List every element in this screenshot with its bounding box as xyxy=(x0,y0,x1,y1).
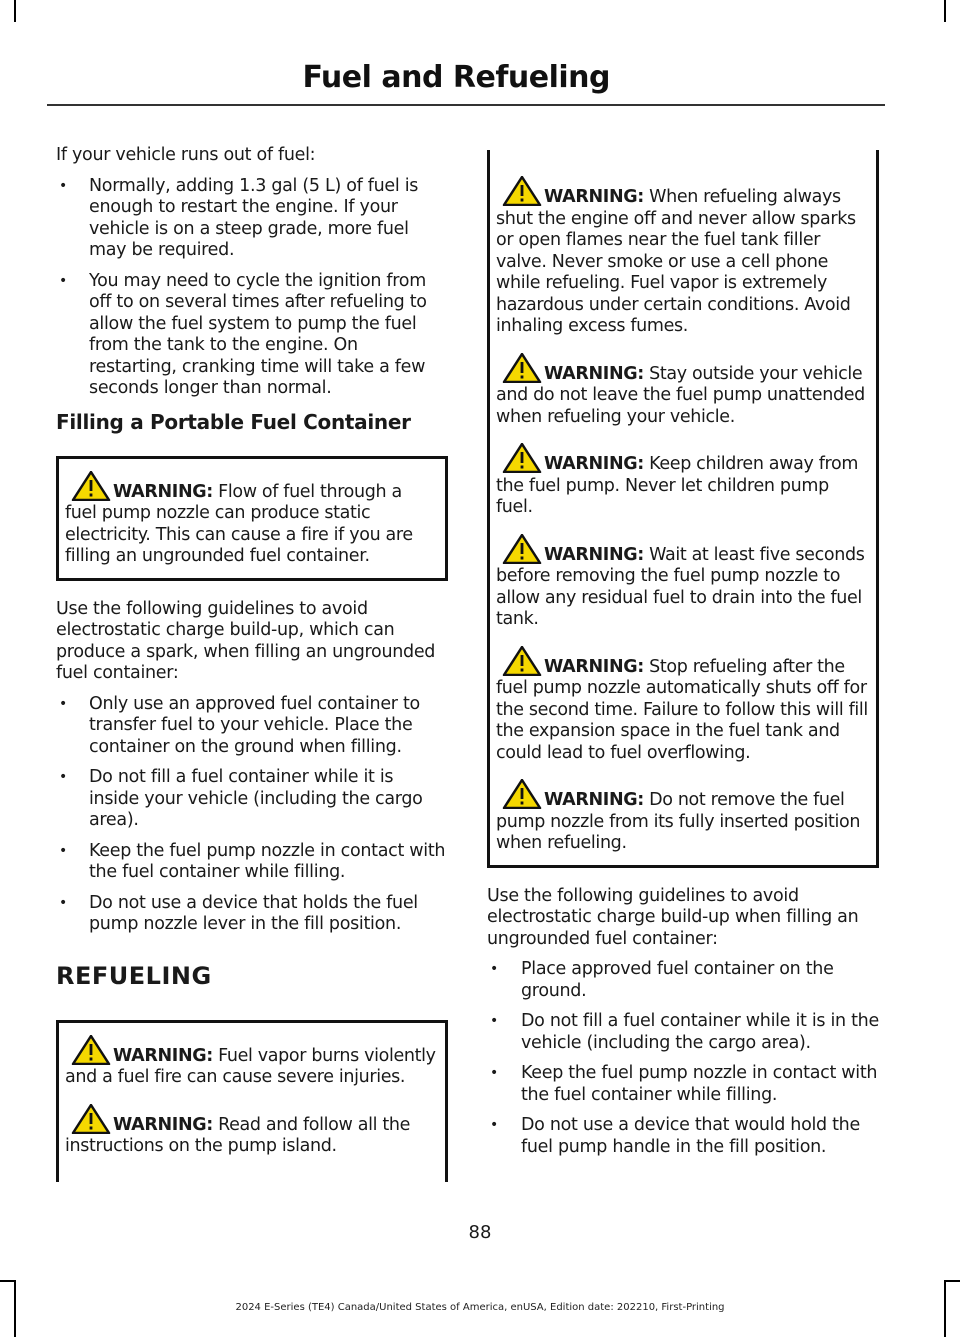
list-item: • Do not use a device that holds the fuel pump nozzle lever in the fill position. xyxy=(56,893,448,936)
warning-item xyxy=(496,443,869,519)
guidelines-list xyxy=(487,959,879,1158)
warning-label: WARNING: xyxy=(113,481,213,502)
guidelines-intro: Use the following guidelines to avoid electrostatic charge build-up, which can produce a spark, when filling an ungrounded fuel container: xyxy=(56,598,436,683)
list-item: • Do not fill a fuel container while it is inside your vehicle (including the cargo area). xyxy=(56,767,448,832)
warning-label: WARNING: xyxy=(544,790,644,810)
warning-text: Stay outside your vehicle and do not leave the fuel pump unattended when refueling your vehicle. xyxy=(496,363,865,427)
warning-text: Wait at least five seconds before removing the fuel pump nozzle to allow any residual fuel to drain into the fuel tank. xyxy=(496,544,865,629)
warning-box-refueling xyxy=(56,1020,448,1182)
subheading-portable-container: Filling a Portable Fuel Container xyxy=(56,409,411,434)
list-item: • Do not fill a fuel container while it is in the vehicle (including the cargo area). xyxy=(487,1011,879,1054)
warning-label: WARNING: xyxy=(544,656,644,677)
warning-text: Read and follow all the instructions on the pump island. xyxy=(65,1114,410,1156)
warning-triangle-icon xyxy=(496,534,544,564)
warning-label: WARNING: xyxy=(544,454,644,474)
list-item: • Keep the fuel pump nozzle in contact with the fuel container while filling. xyxy=(487,1063,879,1106)
list-item: • Only use an approved fuel container to transfer fuel to your vehicle. Place the container on the ground when filling. xyxy=(56,694,448,759)
warning-box-refueling-continued xyxy=(487,150,879,868)
header-divider xyxy=(47,104,885,106)
warning-triangle-icon xyxy=(496,176,544,206)
warning-label: WARNING: xyxy=(544,187,644,207)
warning-text: Keep children away from the fuel pump. Never let children pump fuel. xyxy=(496,454,859,517)
warning-text: Flow of fuel through a fuel pump nozzle can produce static electricity. This can cause a fire if you are filling an ungrounded fuel container. xyxy=(65,481,413,566)
warning-box-container xyxy=(56,456,448,581)
warning-item xyxy=(65,471,438,568)
crop-mark-bottom-left-h xyxy=(0,1280,14,1282)
list-item: • Do not use a device that would hold the fuel pump handle in the fill position. xyxy=(487,1115,879,1158)
warning-item xyxy=(496,534,869,631)
warning-text: When refueling always shut the engine off and never allow sparks or open flames near the fuel tank filler valve. Never smoke or use a cell phone while refueling. Fuel vapor is extremely hazardous under certain conditions. Avoid inhaling excess fumes. xyxy=(496,187,856,336)
warning-item xyxy=(65,1104,438,1158)
list-item: • You may need to cycle the ignition from off to on several times after refueling to allow the fuel system to pump the fuel from the tank to the engine. On restarting, cranking time will take a few seconds longer than normal. xyxy=(56,271,448,400)
out-of-fuel-intro: If your vehicle runs out of fuel: xyxy=(56,145,316,165)
warning-item xyxy=(496,779,869,855)
warning-label: WARNING: xyxy=(544,363,644,384)
warning-triangle-icon xyxy=(496,443,544,473)
page-number: 88 xyxy=(468,1222,492,1243)
warning-label: WARNING: xyxy=(113,1045,213,1066)
crop-mark-bottom-right-h xyxy=(946,1280,960,1282)
list-item: • Keep the fuel pump nozzle in contact with the fuel container while filling. xyxy=(56,841,448,884)
crop-mark-top-right xyxy=(944,0,946,22)
left-column xyxy=(56,145,448,1200)
warning-triangle-icon xyxy=(65,471,113,501)
warning-item xyxy=(496,353,869,429)
warning-triangle-icon xyxy=(65,1035,113,1065)
right-column xyxy=(487,150,879,1168)
crop-mark-top-left xyxy=(14,0,16,22)
warning-label: WARNING: xyxy=(113,1114,213,1135)
guidelines-intro: Use the following guidelines to avoid electrostatic charge build-up when filling an ungrounded fuel container: xyxy=(487,885,859,949)
warning-item xyxy=(496,176,869,338)
warning-triangle-icon xyxy=(496,779,544,809)
warning-triangle-icon xyxy=(496,646,544,676)
page-title: Fuel and Refueling xyxy=(302,60,610,95)
warning-triangle-icon xyxy=(496,353,544,383)
warning-triangle-icon xyxy=(65,1104,113,1134)
warning-text: Fuel vapor burns violently and a fuel fire can cause severe injuries. xyxy=(65,1045,436,1087)
section-heading-refueling: REFUELING xyxy=(56,961,212,990)
warning-text: Do not remove the fuel pump nozzle from its fully inserted position when refueling. xyxy=(496,790,861,853)
warning-item xyxy=(65,1035,438,1089)
warning-text: Stop refueling after the fuel pump nozzle automatically shuts off for the second time. Failure to follow this will fill the expansion space in the fuel tank and could lead to fuel overflowing. xyxy=(496,656,868,763)
warning-label: WARNING: xyxy=(544,544,644,565)
list-item: • Place approved fuel container on the ground. xyxy=(487,959,879,1002)
footer-edition-info: 2024 E-Series (TE4) Canada/United States of America, enUSA, Edition date: 202210, First-Printing xyxy=(235,1302,725,1313)
guidelines-list xyxy=(56,694,448,936)
out-of-fuel-list xyxy=(56,176,448,400)
warning-item xyxy=(496,646,869,765)
list-item: • Normally, adding 1.3 gal (5 L) of fuel is enough to restart the engine. If your vehicle is on a steep grade, more fuel may be required. xyxy=(56,176,448,262)
